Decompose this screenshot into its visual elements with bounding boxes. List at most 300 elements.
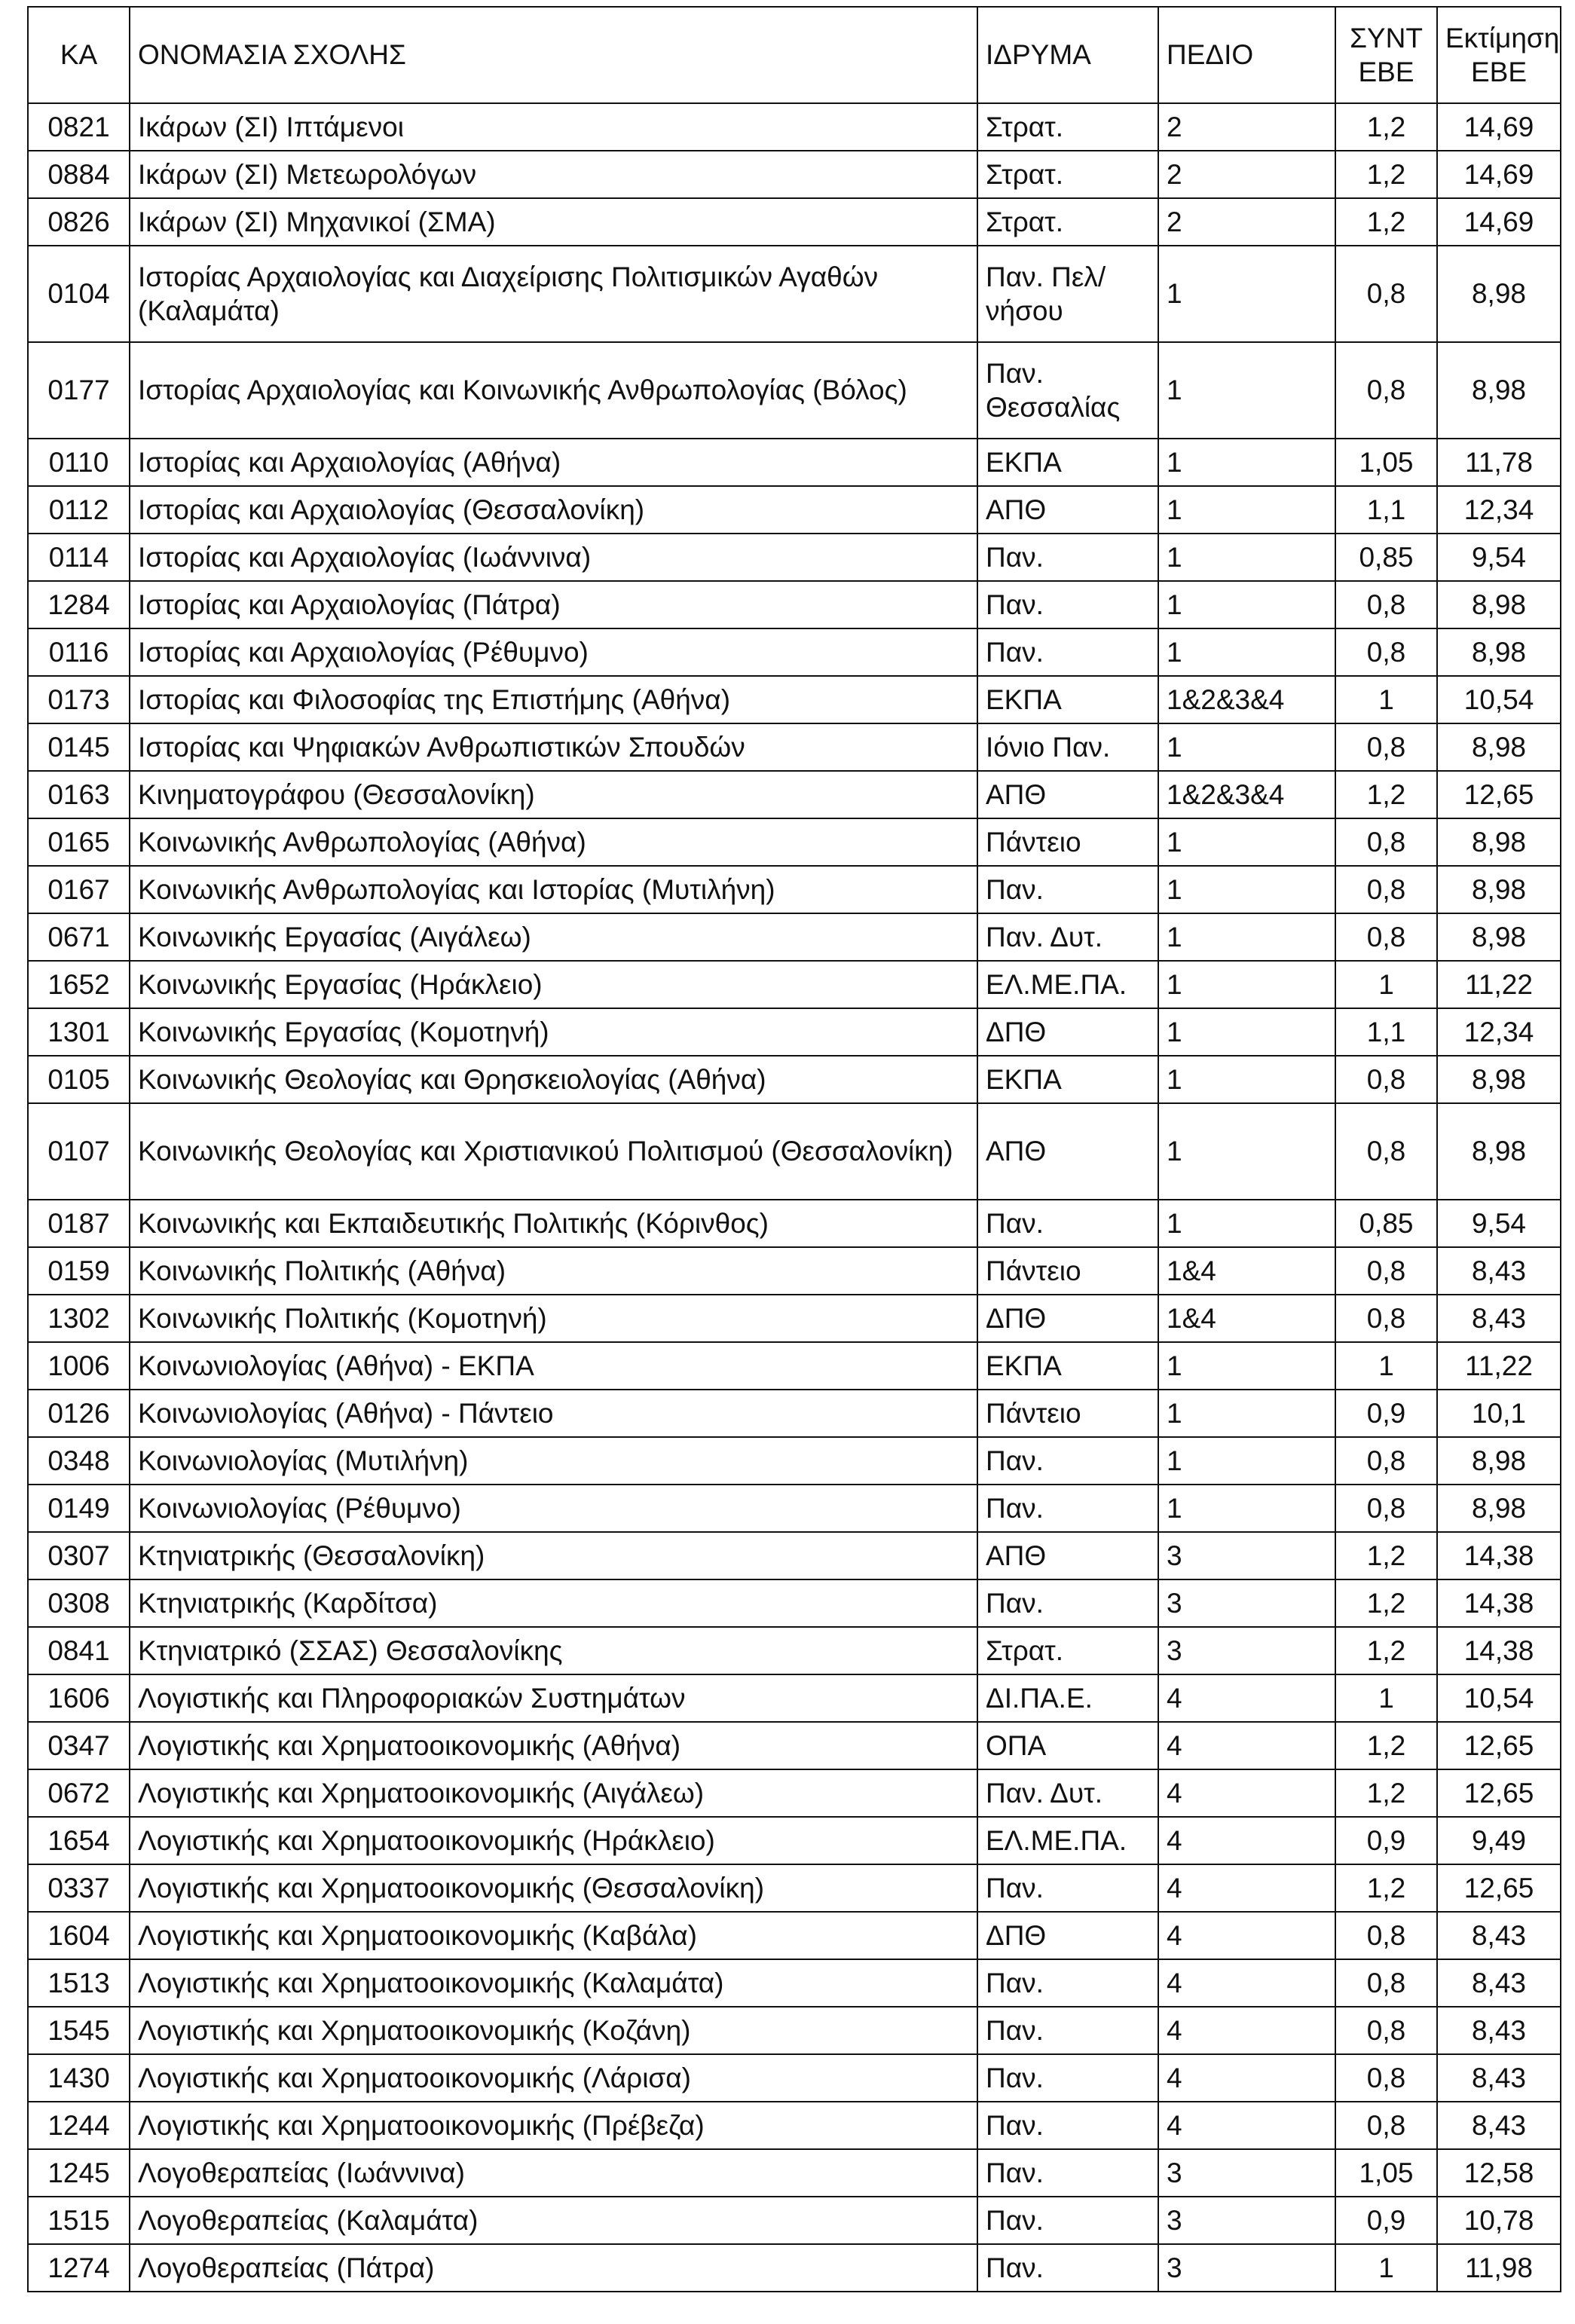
cell-synt-ebe: 1 [1335,961,1437,1008]
table-row [28,771,1561,818]
cell-ka: 0672 [28,1769,130,1817]
cell-field: 1 [1158,866,1335,913]
cell-synt-ebe: 0,8 [1335,1056,1437,1103]
header-synt [1335,7,1437,103]
cell-ka: 1245 [28,2149,130,2197]
cell-school-name: Κοινωνικής Πολιτικής (Κομοτηνή) [130,1295,977,1342]
cell-synt-ebe: 0,8 [1335,1485,1437,1532]
cell-estimate-ebe: 11,78 [1437,439,1561,486]
cell-estimate-ebe: 11,22 [1437,961,1561,1008]
cell-synt-ebe: 0,8 [1335,1295,1437,1342]
cell-ka: 0165 [28,818,130,866]
cell-field: 1 [1158,534,1335,581]
cell-field: 2 [1158,103,1335,151]
table-row [28,1912,1561,1959]
cell-school-name: Ιστορίας και Αρχαιολογίας (Θεσσαλονίκη) [130,486,977,534]
cell-ka: 0187 [28,1200,130,1247]
cell-ka: 0173 [28,676,130,723]
cell-field: 3 [1158,1532,1335,1579]
cell-estimate-ebe: 8,98 [1437,1056,1561,1103]
cell-school-name: Κοινωνιολογίας (Αθήνα) - Πάντειο [130,1390,977,1437]
cell-field: 1 [1158,961,1335,1008]
cell-estimate-ebe: 11,98 [1437,2244,1561,2292]
cell-school-name: Ιστορίας Αρχαιολογίας και Κοινωνικής Ανθρωπολογίας (Βόλος) [130,342,977,439]
table-row [28,1437,1561,1485]
cell-school-name: Λογιστικής και Χρηματοοικονομικής (Καβάλα) [130,1912,977,1959]
cell-school-name: Κοινωνικής Ανθρωπολογίας και Ιστορίας (Μυτιλήνη) [130,866,977,913]
cell-institution: Παν. [977,2197,1158,2244]
cell-ka: 1430 [28,2054,130,2102]
cell-field: 3 [1158,1579,1335,1627]
table-row [28,1769,1561,1817]
cell-estimate-ebe: 14,69 [1437,151,1561,198]
cell-estimate-ebe: 10,1 [1437,1390,1561,1437]
cell-synt-ebe: 0,8 [1335,581,1437,628]
cell-estimate-ebe: 12,65 [1437,771,1561,818]
cell-field: 2 [1158,198,1335,246]
header-synt-line1: ΣΥΝΤ [1350,22,1423,54]
table-row [28,342,1561,439]
cell-school-name: Λογιστικής και Χρηματοοικονομικής (Ηράκλειο) [130,1817,977,1864]
cell-field: 1 [1158,1200,1335,1247]
cell-ka: 0163 [28,771,130,818]
table-row [28,1342,1561,1390]
cell-ka: 1604 [28,1912,130,1959]
cell-school-name: Ιστορίας και Αρχαιολογίας (Πάτρα) [130,581,977,628]
header-school: ΟΝΟΜΑΣΙΑ ΣΧΟΛΗΣ [130,7,977,103]
cell-field: 4 [1158,1959,1335,2007]
cell-institution: ΔΙ.ΠΑ.Ε. [977,1674,1158,1722]
table-row [28,1200,1561,1247]
table-row [28,1627,1561,1674]
cell-field: 1 [1158,1008,1335,1056]
cell-school-name: Κοινωνικής Ανθρωπολογίας (Αθήνα) [130,818,977,866]
cell-ka: 0826 [28,198,130,246]
cell-ka: 0821 [28,103,130,151]
cell-field: 4 [1158,1722,1335,1769]
cell-ka: 0116 [28,628,130,676]
cell-ka: 1301 [28,1008,130,1056]
cell-institution: ΑΠΘ [977,771,1158,818]
cell-synt-ebe: 0,8 [1335,1959,1437,2007]
cell-school-name: Λογοθεραπείας (Καλαμάτα) [130,2197,977,2244]
cell-estimate-ebe: 9,54 [1437,1200,1561,1247]
cell-field: 1 [1158,1056,1335,1103]
header-estimate [1437,7,1561,103]
cell-synt-ebe: 0,8 [1335,1437,1437,1485]
cell-synt-ebe: 0,85 [1335,534,1437,581]
cell-synt-ebe: 0,9 [1335,2197,1437,2244]
cell-estimate-ebe: 8,98 [1437,342,1561,439]
cell-estimate-ebe: 14,38 [1437,1532,1561,1579]
cell-school-name: Ικάρων (ΣΙ) Μετεωρολόγων [130,151,977,198]
header-synt-line2: ΕΒΕ [1358,57,1414,87]
cell-ka: 1545 [28,2007,130,2054]
cell-ka: 0348 [28,1437,130,1485]
cell-institution: ΕΚΠΑ [977,439,1158,486]
cell-synt-ebe: 0,8 [1335,1912,1437,1959]
cell-institution: ΕΚΠΑ [977,676,1158,723]
cell-ka: 0145 [28,723,130,771]
cell-field: 4 [1158,2102,1335,2149]
cell-synt-ebe: 0,8 [1335,818,1437,866]
cell-school-name: Λογιστικής και Χρηματοοικονομικής (Πρέβεζα) [130,2102,977,2149]
table-row [28,2149,1561,2197]
cell-ka: 0308 [28,1579,130,1627]
cell-estimate-ebe: 14,69 [1437,198,1561,246]
cell-synt-ebe: 1,2 [1335,1627,1437,1674]
cell-field: 3 [1158,2244,1335,2292]
cell-synt-ebe: 1 [1335,2244,1437,2292]
cell-estimate-ebe: 10,78 [1437,2197,1561,2244]
cell-school-name: Κοινωνικής και Εκπαιδευτικής Πολιτικής (Κόρινθος) [130,1200,977,1247]
table-row [28,581,1561,628]
cell-institution: ΕΛ.ΜΕ.ΠΑ. [977,961,1158,1008]
cell-school-name: Λογοθεραπείας (Πάτρα) [130,2244,977,2292]
cell-school-name: Κινηματογράφου (Θεσσαλονίκη) [130,771,977,818]
cell-synt-ebe: 0,8 [1335,1103,1437,1200]
table-row [28,723,1561,771]
cell-field: 2 [1158,151,1335,198]
cell-estimate-ebe: 8,98 [1437,1103,1561,1200]
cell-synt-ebe: 0,85 [1335,1200,1437,1247]
cell-field: 1 [1158,1103,1335,1200]
cell-field: 1 [1158,1390,1335,1437]
cell-estimate-ebe: 8,43 [1437,2007,1561,2054]
table-row [28,2054,1561,2102]
cell-field: 3 [1158,2197,1335,2244]
table-row [28,2244,1561,2292]
cell-institution: ΕΚΠΑ [977,1056,1158,1103]
cell-field: 1 [1158,581,1335,628]
cell-synt-ebe: 1,2 [1335,771,1437,818]
cell-estimate-ebe: 10,54 [1437,676,1561,723]
cell-ka: 0110 [28,439,130,486]
cell-institution: Παν. [977,2244,1158,2292]
table-row [28,676,1561,723]
cell-synt-ebe: 1,05 [1335,439,1437,486]
cell-institution: Παν. Πελ/νήσου [977,246,1158,342]
cell-estimate-ebe: 12,34 [1437,486,1561,534]
cell-school-name: Κοινωνικής Θεολογίας και Χριστιανικού Πολιτισμού (Θεσσαλονίκη) [130,1103,977,1200]
cell-ka: 0337 [28,1864,130,1912]
cell-field: 1 [1158,342,1335,439]
cell-school-name: Ιστορίας και Φιλοσοφίας της Επιστήμης (Αθήνα) [130,676,977,723]
cell-school-name: Κοινωνικής Θεολογίας και Θρησκειολογίας (Αθήνα) [130,1056,977,1103]
cell-estimate-ebe: 8,98 [1437,246,1561,342]
cell-field: 1 [1158,723,1335,771]
cell-school-name: Λογιστικής και Πληροφοριακών Συστημάτων [130,1674,977,1722]
cell-school-name: Λογιστικής και Χρηματοοικονομικής (Θεσσαλονίκη) [130,1864,977,1912]
cell-ka: 0307 [28,1532,130,1579]
cell-ka: 0671 [28,913,130,961]
cell-ka: 1652 [28,961,130,1008]
table-row [28,1817,1561,1864]
cell-school-name: Ιστορίας και Αρχαιολογίας (Ρέθυμνο) [130,628,977,676]
cell-field: 3 [1158,2149,1335,2197]
cell-school-name: Κοινωνικής Πολιτικής (Αθήνα) [130,1247,977,1295]
cell-school-name: Κτηνιατρικής (Καρδίτσα) [130,1579,977,1627]
cell-school-name: Ιστορίας και Ψηφιακών Ανθρωπιστικών Σπουδών [130,723,977,771]
cell-institution: ΔΠΘ [977,1912,1158,1959]
header-row [28,7,1561,103]
table-row [28,486,1561,534]
cell-institution: ΕΚΠΑ [977,1342,1158,1390]
cell-field: 1&4 [1158,1295,1335,1342]
cell-synt-ebe: 0,8 [1335,1247,1437,1295]
cell-synt-ebe: 1 [1335,1342,1437,1390]
cell-institution: Παν. [977,2102,1158,2149]
cell-ka: 0112 [28,486,130,534]
cell-ka: 0126 [28,1390,130,1437]
cell-estimate-ebe: 8,98 [1437,723,1561,771]
cell-estimate-ebe: 12,34 [1437,1008,1561,1056]
cell-estimate-ebe: 8,43 [1437,1912,1561,1959]
cell-estimate-ebe: 8,43 [1437,2054,1561,2102]
table-row [28,2197,1561,2244]
cell-estimate-ebe: 8,98 [1437,913,1561,961]
cell-institution: Πάντειο [977,1247,1158,1295]
cell-institution: Στρατ. [977,1627,1158,1674]
cell-synt-ebe: 0,8 [1335,2007,1437,2054]
cell-estimate-ebe: 12,65 [1437,1722,1561,1769]
cell-estimate-ebe: 8,43 [1437,1295,1561,1342]
cell-institution: Παν. Δυτ. [977,913,1158,961]
cell-school-name: Ικάρων (ΣΙ) Ιπτάμενοι [130,103,977,151]
cell-ka: 0347 [28,1722,130,1769]
table-row [28,1579,1561,1627]
cell-estimate-ebe: 11,22 [1437,1342,1561,1390]
cell-field: 1 [1158,1437,1335,1485]
cell-school-name: Ιστορίας Αρχαιολογίας και Διαχείρισης Πολιτισμικών Αγαθών (Καλαμάτα) [130,246,977,342]
cell-institution: Παν. [977,1200,1158,1247]
cell-institution: Παν. [977,2007,1158,2054]
header-est-line1: Εκτίμηση [1445,22,1560,54]
cell-ka: 1606 [28,1674,130,1722]
cell-estimate-ebe: 8,98 [1437,581,1561,628]
cell-field: 1 [1158,1342,1335,1390]
cell-estimate-ebe: 14,38 [1437,1627,1561,1674]
cell-field: 4 [1158,1912,1335,1959]
cell-field: 1 [1158,628,1335,676]
cell-field: 3 [1158,1627,1335,1674]
cell-synt-ebe: 1,2 [1335,1722,1437,1769]
cell-institution: ΔΠΘ [977,1008,1158,1056]
schools-table [27,6,1561,2292]
cell-ka: 0114 [28,534,130,581]
cell-institution: ΕΛ.ΜΕ.ΠΑ. [977,1817,1158,1864]
cell-ka: 1515 [28,2197,130,2244]
cell-field: 4 [1158,2007,1335,2054]
table-row [28,1295,1561,1342]
cell-field: 1 [1158,913,1335,961]
cell-school-name: Κοινωνιολογίας (Αθήνα) - ΕΚΠΑ [130,1342,977,1390]
cell-institution: Παν. Θεσσαλίας [977,342,1158,439]
cell-synt-ebe: 1,2 [1335,103,1437,151]
cell-field: 4 [1158,1769,1335,1817]
cell-ka: 0159 [28,1247,130,1295]
cell-institution: Στρατ. [977,198,1158,246]
cell-institution: Στρατ. [977,103,1158,151]
cell-field: 1&4 [1158,1247,1335,1295]
cell-school-name: Κοινωνικής Εργασίας (Ηράκλειο) [130,961,977,1008]
cell-institution: ΟΠΑ [977,1722,1158,1769]
table-row [28,866,1561,913]
cell-synt-ebe: 0,8 [1335,2054,1437,2102]
table-row [28,103,1561,151]
cell-estimate-ebe: 8,43 [1437,1247,1561,1295]
cell-field: 1 [1158,818,1335,866]
table-row [28,1390,1561,1437]
cell-school-name: Κοινωνικής Εργασίας (Κομοτηνή) [130,1008,977,1056]
table-row [28,439,1561,486]
cell-ka: 1302 [28,1295,130,1342]
cell-estimate-ebe: 8,98 [1437,1485,1561,1532]
cell-synt-ebe: 1 [1335,676,1437,723]
cell-ka: 0105 [28,1056,130,1103]
cell-synt-ebe: 0,9 [1335,1390,1437,1437]
cell-estimate-ebe: 8,98 [1437,818,1561,866]
cell-institution: Παν. [977,581,1158,628]
cell-school-name: Κοινωνιολογίας (Ρέθυμνο) [130,1485,977,1532]
cell-institution: ΔΠΘ [977,1295,1158,1342]
cell-estimate-ebe: 8,98 [1437,866,1561,913]
cell-estimate-ebe: 8,43 [1437,1959,1561,2007]
cell-synt-ebe: 1 [1335,1674,1437,1722]
header-ka: ΚΑ [28,7,130,103]
header-institution: ΙΔΡΥΜΑ [977,7,1158,103]
table-row [28,534,1561,581]
header-field: ΠΕΔΙΟ [1158,7,1335,103]
cell-field: 1&2&3&4 [1158,771,1335,818]
cell-institution: Παν. [977,1864,1158,1912]
cell-school-name: Λογιστικής και Χρηματοοικονομικής (Λάρισα) [130,2054,977,2102]
cell-estimate-ebe: 8,98 [1437,1437,1561,1485]
cell-institution: Πάντειο [977,1390,1158,1437]
table-row [28,628,1561,676]
cell-field: 4 [1158,1864,1335,1912]
cell-institution: ΑΠΘ [977,1532,1158,1579]
cell-field: 1 [1158,439,1335,486]
cell-estimate-ebe: 12,65 [1437,1769,1561,1817]
cell-institution: Παν. [977,1579,1158,1627]
table-row [28,1247,1561,1295]
cell-ka: 1006 [28,1342,130,1390]
cell-synt-ebe: 0,8 [1335,628,1437,676]
cell-field: 1 [1158,246,1335,342]
cell-estimate-ebe: 9,54 [1437,534,1561,581]
cell-synt-ebe: 0,8 [1335,913,1437,961]
cell-synt-ebe: 0,8 [1335,342,1437,439]
cell-institution: Ιόνιο Παν. [977,723,1158,771]
cell-institution: Στρατ. [977,151,1158,198]
cell-estimate-ebe: 8,98 [1437,628,1561,676]
cell-field: 4 [1158,1817,1335,1864]
table-row [28,1103,1561,1200]
cell-estimate-ebe: 14,38 [1437,1579,1561,1627]
cell-institution: Παν. [977,2149,1158,2197]
cell-school-name: Ιστορίας και Αρχαιολογίας (Ιωάννινα) [130,534,977,581]
cell-ka: 0884 [28,151,130,198]
cell-ka: 1244 [28,2102,130,2149]
cell-synt-ebe: 1,1 [1335,1008,1437,1056]
cell-estimate-ebe: 9,49 [1437,1817,1561,1864]
cell-estimate-ebe: 14,69 [1437,103,1561,151]
cell-ka: 1284 [28,581,130,628]
cell-school-name: Λογιστικής και Χρηματοοικονομικής (Κοζάνη) [130,2007,977,2054]
cell-institution: Παν. [977,1959,1158,2007]
cell-institution: Παν. [977,1437,1158,1485]
cell-estimate-ebe: 12,58 [1437,2149,1561,2197]
cell-synt-ebe: 1,2 [1335,1769,1437,1817]
cell-school-name: Κτηνιατρικό (ΣΣΑΣ) Θεσσαλονίκης [130,1627,977,1674]
cell-synt-ebe: 1,2 [1335,198,1437,246]
cell-synt-ebe: 1,2 [1335,1579,1437,1627]
cell-estimate-ebe: 8,43 [1437,2102,1561,2149]
cell-ka: 0149 [28,1485,130,1532]
cell-estimate-ebe: 12,65 [1437,1864,1561,1912]
table-body [28,103,1561,2292]
cell-ka: 1654 [28,1817,130,1864]
table-row [28,818,1561,866]
cell-school-name: Ικάρων (ΣΙ) Μηχανικοί (ΣΜΑ) [130,198,977,246]
cell-school-name: Λογιστικής και Χρηματοοικονομικής (Αιγάλεω) [130,1769,977,1817]
cell-ka: 0167 [28,866,130,913]
cell-synt-ebe: 1,2 [1335,1532,1437,1579]
cell-synt-ebe: 0,9 [1335,1817,1437,1864]
header-est-line2: ΕΒΕ [1470,57,1528,87]
cell-synt-ebe: 0,8 [1335,246,1437,342]
table-row [28,1008,1561,1056]
cell-field: 1&2&3&4 [1158,676,1335,723]
cell-synt-ebe: 1,2 [1335,1864,1437,1912]
table-row [28,151,1561,198]
cell-ka: 0177 [28,342,130,439]
cell-ka: 1274 [28,2244,130,2292]
cell-institution: ΑΠΘ [977,1103,1158,1200]
cell-school-name: Ιστορίας και Αρχαιολογίας (Αθήνα) [130,439,977,486]
table-row [28,1674,1561,1722]
cell-school-name: Λογοθεραπείας (Ιωάννινα) [130,2149,977,2197]
cell-institution: Παν. [977,866,1158,913]
cell-synt-ebe: 1,2 [1335,151,1437,198]
cell-ka: 0107 [28,1103,130,1200]
cell-school-name: Λογιστικής και Χρηματοοικονομικής (Καλαμάτα) [130,1959,977,2007]
cell-ka: 0104 [28,246,130,342]
cell-institution: Παν. [977,1485,1158,1532]
cell-synt-ebe: 1,05 [1335,2149,1437,2197]
cell-institution: Πάντειο [977,818,1158,866]
cell-ka: 1513 [28,1959,130,2007]
cell-school-name: Κοινωνιολογίας (Μυτιλήνη) [130,1437,977,1485]
table-row [28,1532,1561,1579]
table-row [28,2007,1561,2054]
table-row [28,246,1561,342]
cell-synt-ebe: 0,8 [1335,2102,1437,2149]
cell-estimate-ebe: 10,54 [1437,1674,1561,1722]
table-row [28,2102,1561,2149]
table-row [28,1722,1561,1769]
cell-field: 4 [1158,1674,1335,1722]
table-row [28,1056,1561,1103]
cell-field: 4 [1158,2054,1335,2102]
table-row [28,1485,1561,1532]
table-row [28,198,1561,246]
cell-school-name: Κτηνιατρικής (Θεσσαλονίκη) [130,1532,977,1579]
cell-field: 1 [1158,486,1335,534]
table-row [28,1864,1561,1912]
cell-institution: Παν. [977,534,1158,581]
